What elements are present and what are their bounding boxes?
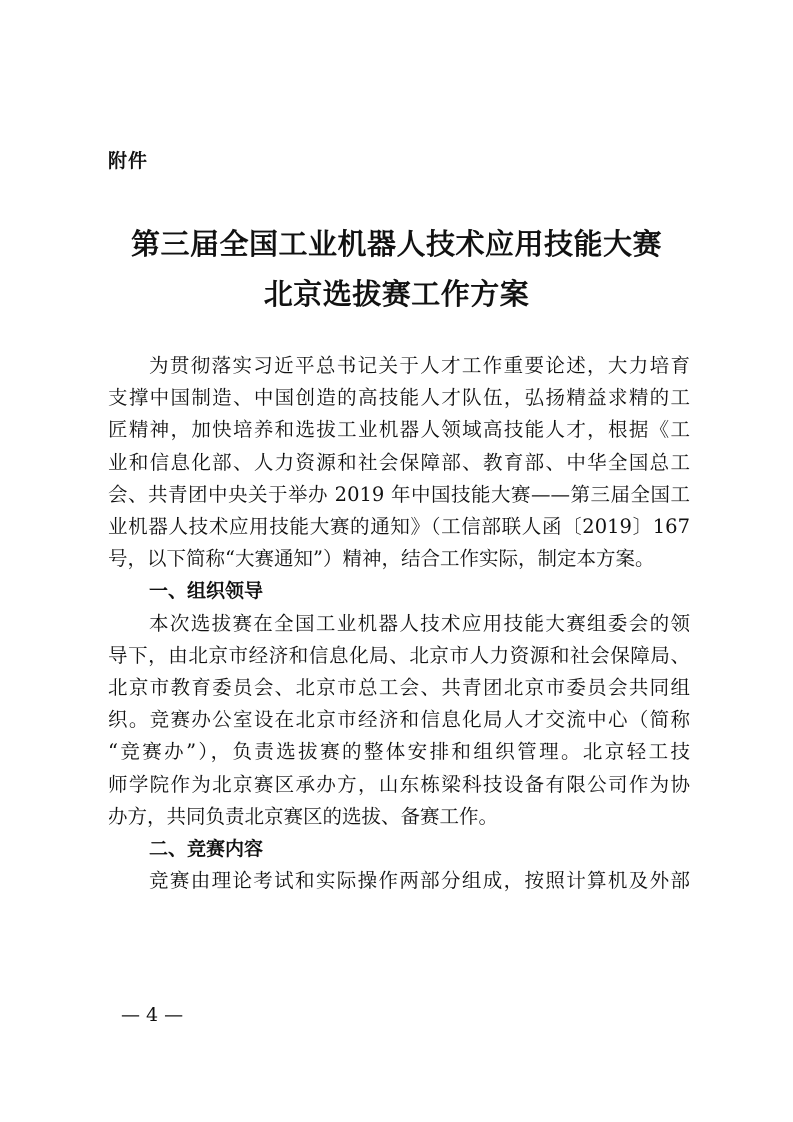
- page-number: — 4 —: [121, 1004, 184, 1026]
- intro-line: 为贯彻落实习近平总书记关于人才工作重要论述，大力培育: [149, 354, 690, 377]
- attachment-label: 附件: [108, 150, 149, 172]
- document-body: [108, 350, 690, 897]
- intro-line: 支撑中国制造、中国创造的高技能人才队伍，弘扬精益求精的工: [108, 386, 690, 410]
- section-heading-organization: 一、组织领导: [149, 580, 264, 603]
- intro-paragraph: [108, 350, 690, 575]
- organization-line: 师学院作为北京赛区承办方，山东栋梁科技设备有限公司作为协: [108, 772, 690, 796]
- title-line-1: 第三届全国工业机器人技术应用技能大赛: [130, 227, 662, 261]
- intro-line: 匠精神，加快培养和选拔工业机器人领域高技能人才，根据《工: [108, 418, 690, 442]
- title-line-2: 北京选拔赛工作方案: [263, 277, 530, 311]
- intro-line: 号，以下简称“大赛通知”）精神，结合工作实际，制定本方案。: [108, 547, 655, 571]
- intro-line: 业机器人技术应用技能大赛的通知》（工信部联人函〔2019〕167: [108, 515, 690, 539]
- organization-line: 织。竞赛办公室设在北京市经济和信息化局人才交流中心（简称: [108, 708, 690, 732]
- organization-line: 办方，共同负责北京赛区的选拔、备赛工作。: [108, 804, 499, 828]
- intro-line: 业和信息化部、人力资源和社会保障部、教育部、中华全国总工: [108, 450, 690, 474]
- content-line: 竞赛由理论考试和实际操作两部分组成，按照计算机及外部: [149, 869, 690, 893]
- content-paragraph: [108, 865, 690, 897]
- organization-line: 本次选拔赛在全国工业机器人技术应用技能大赛组委会的领: [149, 611, 690, 635]
- organization-paragraph: [108, 608, 690, 833]
- intro-line: 会、共青团中央关于举办 2019 年中国技能大赛——第三届全国工: [108, 482, 690, 506]
- section-heading-content: 二、竞赛内容: [149, 838, 264, 861]
- organization-line: “竞赛办”），负责选拔赛的整体安排和组织管理。北京轻工技: [108, 740, 690, 764]
- organization-line: 导下，由北京市经济和信息化局、北京市人力资源和社会保障局、: [108, 643, 690, 667]
- organization-line: 北京市教育委员会、北京市总工会、共青团北京市委员会共同组: [108, 676, 690, 700]
